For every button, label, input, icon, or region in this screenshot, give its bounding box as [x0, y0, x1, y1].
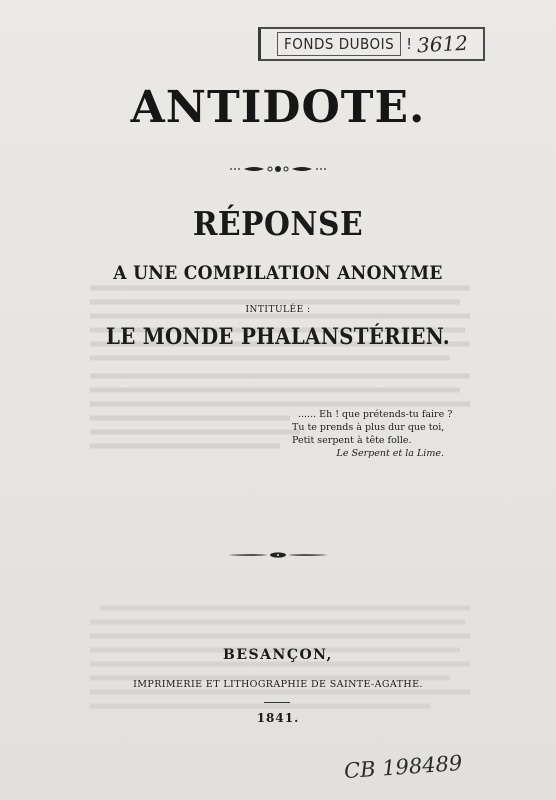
imprint-city: BESANÇON,: [223, 647, 333, 663]
handwritten-call-number: CB 198489: [343, 750, 464, 784]
stamp-number: 3612: [416, 30, 469, 58]
heading-intitulee: INTITULÉE :: [245, 305, 311, 315]
heading-line-1: A UNE COMPILATION ANONYME: [113, 262, 443, 284]
heading-line-2: LE MONDE PHALANSTÉRIEN.: [106, 324, 450, 350]
imprint-year: 1841.: [256, 711, 300, 725]
imprint-printer: IMPRIMERIE ET LITHOGRAPHIE DE SAINTE-AGATHE.: [133, 679, 423, 690]
page-title: ANTIDOTE.: [130, 82, 426, 133]
ornament-icon: [228, 163, 328, 175]
imprint-rule: [264, 702, 290, 703]
epigraph-line-2: Tu te prends à plus dur que toi,: [292, 422, 445, 433]
stamp-separator: !: [406, 35, 413, 53]
epigraph: [292, 408, 452, 460]
epigraph-line-1: ...... Eh ! que prétends-tu faire ?: [298, 409, 453, 420]
heading-reponse: RÉPONSE: [192, 204, 364, 243]
epigraph-source: Le Serpent et la Lime.: [336, 448, 444, 459]
title-ornament: [0, 160, 556, 179]
divider-rule-icon: [228, 550, 328, 560]
divider-ornament: [0, 545, 556, 564]
epigraph-line-3: Petit serpent à tête folle.: [292, 435, 412, 446]
library-stamp: [258, 27, 485, 61]
stamp-label: FONDS DUBOIS: [277, 32, 401, 56]
